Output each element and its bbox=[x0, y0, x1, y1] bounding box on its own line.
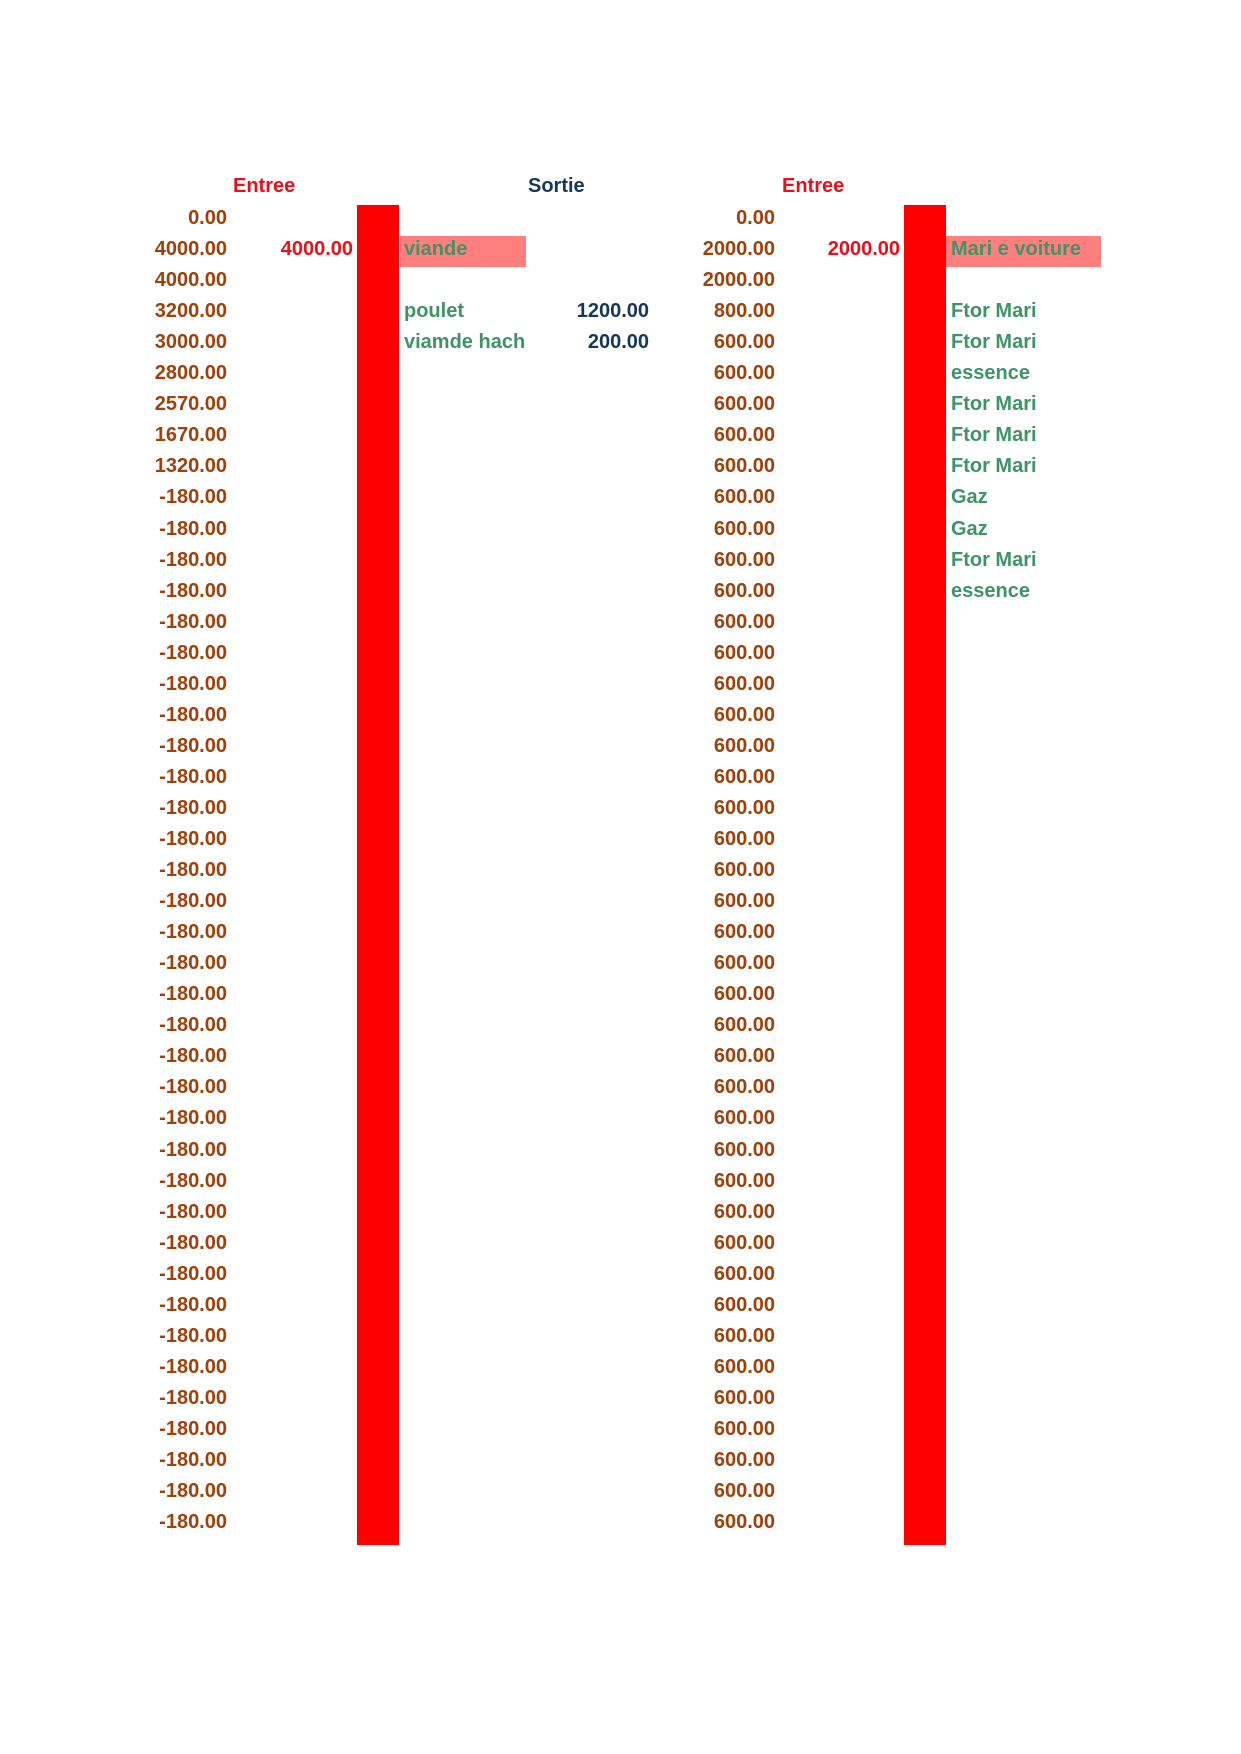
right-label-cell: Ftor Mari bbox=[951, 424, 1037, 447]
left-balance-cell: 3000.00 bbox=[154, 331, 227, 354]
right-label-cell: Gaz bbox=[951, 486, 988, 509]
right-label-cell: Ftor Mari bbox=[951, 300, 1037, 323]
right-balance-cell: 600.00 bbox=[713, 734, 775, 757]
right-balance-cell: 2000.00 bbox=[702, 238, 775, 261]
right-label-cell: Ftor Mari bbox=[951, 455, 1037, 478]
left-balance-cell: -180.00 bbox=[159, 1231, 227, 1254]
left-balance-cell: -180.00 bbox=[159, 859, 227, 882]
right-balance-cell: 600.00 bbox=[713, 362, 775, 385]
left-balance-cell: -180.00 bbox=[159, 1014, 227, 1037]
right-label-cell: Mari e voiture bbox=[951, 238, 1082, 261]
right-label-cell: essence bbox=[951, 362, 1030, 385]
right-balance-cell: 600.00 bbox=[713, 1511, 775, 1534]
right-balance-cell: 600.00 bbox=[713, 952, 775, 975]
left-balance-cell: -180.00 bbox=[159, 610, 227, 633]
right-balance-cell: 600.00 bbox=[713, 1386, 775, 1409]
right-label-cell: essence bbox=[951, 579, 1030, 602]
right-balance-cell: 600.00 bbox=[713, 393, 775, 416]
left-balance-cell: -180.00 bbox=[159, 1262, 227, 1285]
left-balance-cell: 4000.00 bbox=[154, 269, 227, 292]
right-balance-cell: 600.00 bbox=[713, 672, 775, 695]
right-balance-cell: 600.00 bbox=[713, 1138, 775, 1161]
right-balance-cell: 600.00 bbox=[713, 703, 775, 726]
right-balance-cell: 600.00 bbox=[713, 1169, 775, 1192]
sortie-header: Sortie bbox=[528, 175, 585, 197]
left-balance-cell: -180.00 bbox=[159, 1511, 227, 1534]
right-balance-cell: 600.00 bbox=[713, 517, 775, 540]
right-balance-cell: 600.00 bbox=[713, 455, 775, 478]
right-balance-cell: 600.00 bbox=[713, 424, 775, 447]
right-balance-cell: 600.00 bbox=[713, 921, 775, 944]
left-entree-value: 4000.00 bbox=[280, 238, 353, 261]
right-balance-cell: 600.00 bbox=[713, 610, 775, 633]
left-balance-cell: -180.00 bbox=[159, 1449, 227, 1471]
left-balance-cell: -180.00 bbox=[159, 828, 227, 850]
left-balance-cell: -180.00 bbox=[159, 703, 227, 726]
sortie-amount-cell: 200.00 bbox=[587, 331, 649, 354]
left-label-cell: viamde hach bbox=[404, 331, 526, 354]
left-balance-cell: 0.00 bbox=[188, 207, 227, 229]
right-balance-cell: 600.00 bbox=[713, 1262, 775, 1285]
right-balance-cell: 600.00 bbox=[713, 1355, 775, 1378]
right-balance-cell: 600.00 bbox=[713, 486, 775, 509]
left-red-column bbox=[357, 205, 399, 1545]
left-balance-cell: -180.00 bbox=[159, 1480, 227, 1503]
right-balance-cell: 600.00 bbox=[713, 983, 775, 1006]
right-balance-cell: 2000.00 bbox=[702, 269, 775, 292]
sortie-amount-cell: 1200.00 bbox=[576, 300, 649, 323]
left-balance-cell: -180.00 bbox=[159, 765, 227, 788]
right-balance-cell: 600.00 bbox=[713, 1076, 775, 1099]
left-balance-cell: 2570.00 bbox=[154, 393, 227, 416]
left-balance-cell: -180.00 bbox=[159, 1138, 227, 1161]
left-balance-cell: -180.00 bbox=[159, 796, 227, 819]
left-balance-cell: -180.00 bbox=[159, 1076, 227, 1099]
left-balance-cell: -180.00 bbox=[159, 579, 227, 602]
right-entree-value: 2000.00 bbox=[827, 238, 900, 261]
right-balance-cell: 600.00 bbox=[713, 1107, 775, 1130]
right-balance-cell: 600.00 bbox=[713, 1200, 775, 1223]
left-balance-cell: -180.00 bbox=[159, 1200, 227, 1223]
right-entree-header: Entree bbox=[782, 175, 845, 197]
right-label-cell: Gaz bbox=[951, 517, 988, 540]
left-entree-header: Entree bbox=[233, 175, 296, 197]
right-balance-cell: 600.00 bbox=[713, 1014, 775, 1037]
left-label-cell: poulet bbox=[404, 300, 464, 323]
right-balance-cell: 600.00 bbox=[713, 331, 775, 354]
right-balance-cell: 800.00 bbox=[713, 300, 775, 323]
right-balance-cell: 600.00 bbox=[713, 1449, 775, 1471]
right-label-cell: Ftor Mari bbox=[951, 548, 1037, 571]
right-balance-cell: 600.00 bbox=[713, 765, 775, 788]
right-balance-cell: 600.00 bbox=[713, 1324, 775, 1347]
right-balance-cell: 0.00 bbox=[736, 207, 775, 229]
left-balance-cell: -180.00 bbox=[159, 890, 227, 913]
right-balance-cell: 600.00 bbox=[713, 1293, 775, 1316]
left-label-cell: viande bbox=[404, 238, 468, 261]
right-balance-cell: 600.00 bbox=[713, 890, 775, 913]
right-balance-cell: 600.00 bbox=[713, 548, 775, 571]
right-balance-cell: 600.00 bbox=[713, 579, 775, 602]
left-balance-cell: -180.00 bbox=[159, 1293, 227, 1316]
right-balance-cell: 600.00 bbox=[713, 859, 775, 882]
left-balance-cell: -180.00 bbox=[159, 734, 227, 757]
right-balance-cell: 600.00 bbox=[713, 1231, 775, 1254]
right-label-cell: Ftor Mari bbox=[951, 331, 1037, 354]
left-balance-cell: -180.00 bbox=[159, 548, 227, 571]
left-balance-cell: -180.00 bbox=[159, 1045, 227, 1068]
right-balance-cell: 600.00 bbox=[713, 828, 775, 850]
left-balance-cell: -180.00 bbox=[159, 486, 227, 509]
right-balance-cell: 600.00 bbox=[713, 641, 775, 664]
left-balance-cell: 4000.00 bbox=[154, 238, 227, 261]
right-label-cell: Ftor Mari bbox=[951, 393, 1037, 416]
left-balance-cell: -180.00 bbox=[159, 672, 227, 695]
left-balance-cell: -180.00 bbox=[159, 1107, 227, 1130]
right-balance-cell: 600.00 bbox=[713, 796, 775, 819]
left-balance-cell: -180.00 bbox=[159, 1386, 227, 1409]
left-balance-cell: -180.00 bbox=[159, 517, 227, 540]
left-balance-cell: 1670.00 bbox=[154, 424, 227, 447]
left-balance-cell: -180.00 bbox=[159, 1324, 227, 1347]
left-balance-cell: 2800.00 bbox=[154, 362, 227, 385]
right-red-column bbox=[904, 205, 946, 1545]
right-balance-cell: 600.00 bbox=[713, 1417, 775, 1440]
left-balance-cell: -180.00 bbox=[159, 921, 227, 944]
left-balance-cell: 1320.00 bbox=[154, 455, 227, 478]
left-balance-cell: -180.00 bbox=[159, 1417, 227, 1440]
left-balance-cell: -180.00 bbox=[159, 952, 227, 975]
left-balance-cell: -180.00 bbox=[159, 983, 227, 1006]
right-balance-cell: 600.00 bbox=[713, 1045, 775, 1068]
left-balance-cell: -180.00 bbox=[159, 1169, 227, 1192]
left-balance-cell: -180.00 bbox=[159, 1355, 227, 1378]
right-balance-cell: 600.00 bbox=[713, 1480, 775, 1503]
left-balance-cell: -180.00 bbox=[159, 641, 227, 664]
left-balance-cell: 3200.00 bbox=[154, 300, 227, 323]
